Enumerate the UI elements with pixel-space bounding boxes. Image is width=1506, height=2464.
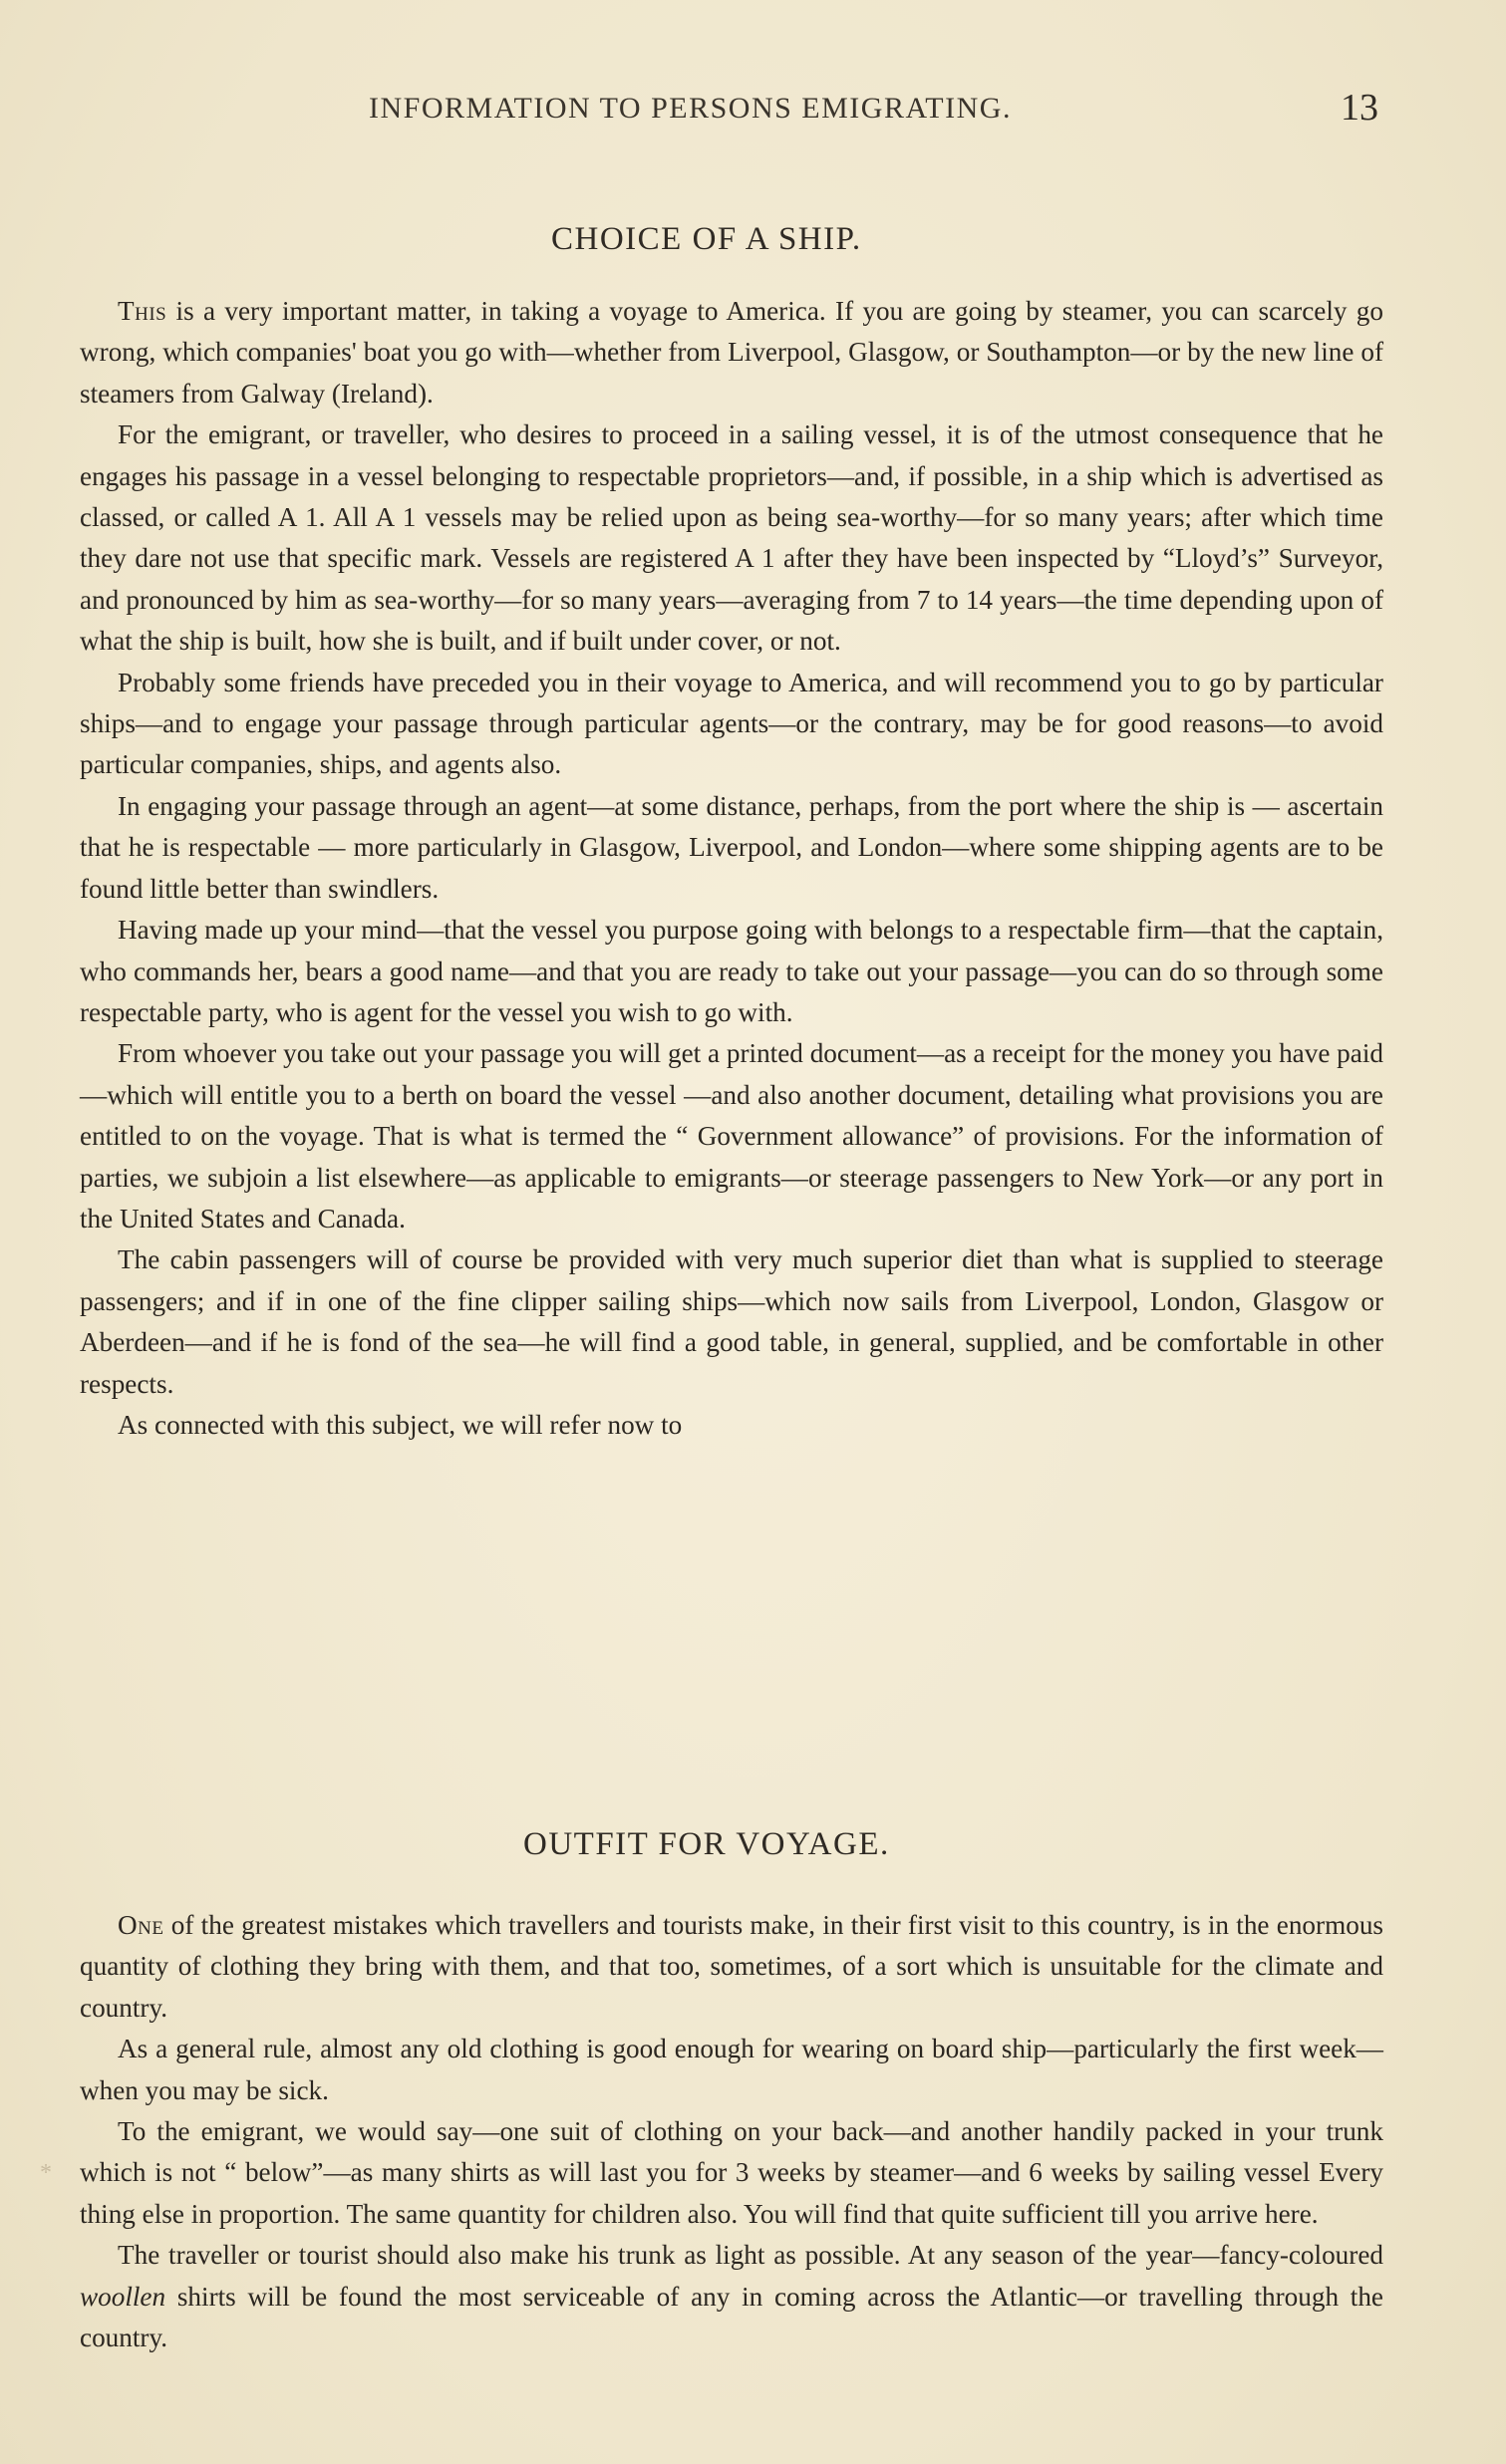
section-outfit-for-voyage [80, 1905, 1383, 2358]
paragraph: In engaging your passage through an agent—at some distance, perhaps, from the port where the ship is — ascertain that he is respectable — more particularly in Glasgow, Liverpool, and London—where some shipping agents are to be found little better than swindlers. [80, 790, 1383, 904]
page-number: 13 [1341, 87, 1378, 129]
paragraph: For the emigrant, or traveller, who desires to proceed in a sailing vessel, it is of the utmost consequence that he engages his passage in a vessel belonging to respectable proprietors—and, if possible, in a ship which is advertised as classed, or called A 1. All A 1 vessels may be relied upon as being sea-worthy—for so many years; after which time they dare not use that specific mark. Vessels are registered A 1 after they have been inspected by “Lloyd’s” Surveyor, and pronounced by him as sea-worthy—for so many years—averaging from 7 to 14 years—the time depending upon of what the ship is built, how she is built, and if built under cover, or not. [80, 419, 1383, 657]
paragraph: Having made up your mind—that the vessel you purpose going with belongs to a respectable firm—that the captain, who commands her, bears a good name—and that you are ready to take out your passage—you can do so through some respectable party, who is agent for the vessel you wish to go with. [80, 915, 1383, 1027]
paragraph-lead-word: One [118, 1910, 164, 1940]
section-title-choice-of-ship: CHOICE OF A SHIP. [551, 221, 862, 257]
paragraph: As a general rule, almost any old clothing is good enough for wearing on board ship—particularly the first week—when you may be sick. [80, 2034, 1383, 2105]
paragraph [80, 2235, 1383, 2358]
paragraph: From whoever you take out your passage you will get a printed document—as a receipt for the money you have paid—which will entitle you to a berth on board the vessel —and also another document, detailing what provisions you are entitled to on the voyage. That is what is termed the “ Government allowance” of provisions. For the information of parties, we subjoin a list elsewhere—as applicable to emigrants—or steerage passengers to New York—or any port in the United States and Canada. [80, 1038, 1383, 1233]
italic-word: woollen [80, 2281, 166, 2312]
paragraph: To the emigrant, we would say—one suit of clothing on your back—and another handily packed in your trunk which is not “ below”—as many shirts as will last you for 3 weeks by steamer—and 6 weeks by sailing vessel Every thing else in proportion. The same quantity for children also. You will find that quite sufficient till you arrive here. [80, 2116, 1383, 2229]
paragraph [80, 1905, 1383, 2029]
paragraph-text: of the greatest mistakes which travellers and tourists make, in their first visit to this country, is in the enormous quantity of clothing they bring with them, and that too, sometimes, of a sort which is unsuitable for the climate and country. [80, 1910, 1383, 2023]
paragraph [80, 291, 1383, 414]
paragraph-text: The traveller or tourist should also make his trunk as light as possible. At any season of the year—fancy-coloured [118, 2240, 1383, 2271]
running-head: INFORMATION TO PERSONS EMIGRATING. [369, 92, 1012, 125]
paragraph-lead-word: This [118, 296, 167, 326]
section-title-outfit-for-voyage: OUTFIT FOR VOYAGE. [523, 1826, 890, 1862]
section-choice-of-ship [80, 291, 1383, 1446]
paragraph: The cabin passengers will of course be provided with very much superior diet than what is supplied to steerage passengers; and if in one of the fine clipper sailing ships—which now sails from Liverpool, London, Glasgow or Aberdeen—and if he is fond of the sea—he will find a good table, in general, supplied, and be comfortable in other respects. [80, 1244, 1383, 1399]
paragraph-text: shirts will be found the most serviceable of any in coming across the Atlantic—or travelling through the country. [80, 2281, 1383, 2353]
margin-ink-mark: * [40, 2160, 52, 2186]
paragraph-text: is a very important matter, in taking a voyage to America. If you are going by steamer, you can scarcely go wrong, which companies' boat you go with—whether from Liverpool, Glasgow, or Southampton—or by the new line of steamers from Galway (Ireland). [80, 296, 1383, 409]
paragraph: Probably some friends have preceded you in their voyage to America, and will recommend you to go by particular ships—and to engage your passage through particular agents—or the contrary, may be for good reasons—to avoid particular companies, ships, and agents also. [80, 667, 1383, 780]
paragraph: As connected with this subject, we will refer now to [118, 1409, 683, 1440]
